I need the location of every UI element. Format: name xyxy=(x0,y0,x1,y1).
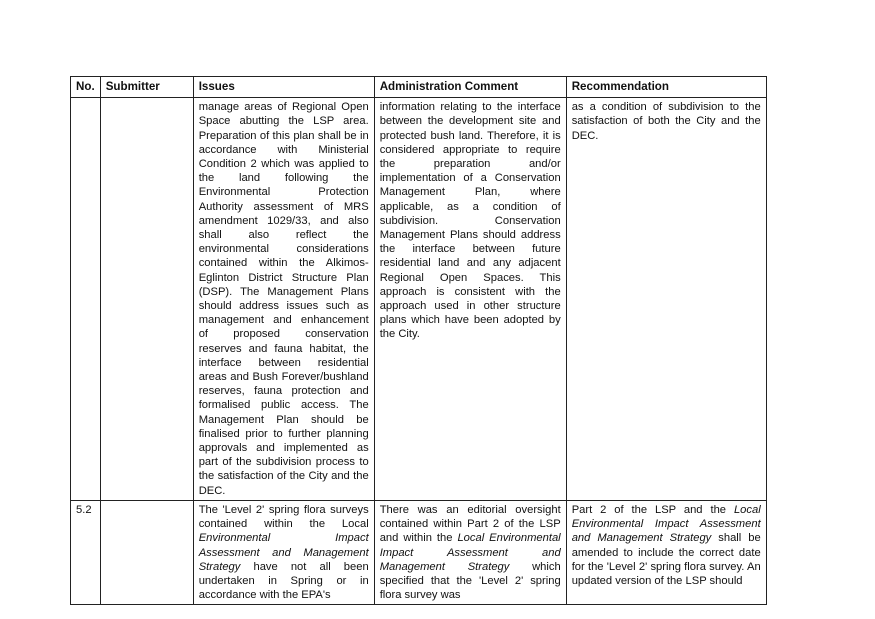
admin-document-title: Local Environmental Impact Assessment and Management Strategy xyxy=(379,532,561,573)
header-recommendation: Recommendation xyxy=(566,77,766,98)
cell-admin-comment xyxy=(374,500,566,604)
submissions-table xyxy=(70,76,767,605)
cell-submitter xyxy=(100,500,193,604)
cell-admin-comment: information relating to the interface between the development site and protected bush land. Therefore, it is considered appropriate to require the preparation and/or implementation of a Conservation Management Plan, where applicable, as a condition of subdivision. Conservation Management Plans should address the interface between future residential land and any adjacent Regional Open Spaces. This approach is consistent with the approach used in other structure plans which have been adopted by the City. xyxy=(374,98,566,501)
cell-issues: manage areas of Regional Open Space abutting the LSP area. Preparation of this plan shall be in accordance with Ministerial Condition 2 which was applied to the land following the Environmental Protection Authority assessment of MRS amendment 1029/33, and also shall also reflect the environmental considerations contained within the Alkimos-Eglinton District Structure Plan (DSP). The Management Plans should address issues such as management and enhancement of proposed conservation reserves and fauna habitat, the interface between residential areas and Bush Forever/bushland reserves, fauna protection and formalised public access. The Management Plan should be finalised prior to further planning approvals and implemented as part of the subdivision process to the satisfaction of the City and the DEC. xyxy=(193,98,374,501)
issues-text-start: The 'Level 2' spring flora surveys contained within the Local xyxy=(198,503,369,531)
header-submitter: Submitter xyxy=(100,77,193,98)
cell-recommendation: as a condition of subdivision to the satisfaction of both the City and the DEC. xyxy=(566,98,766,501)
cell-recommendation xyxy=(566,500,766,604)
cell-issues xyxy=(193,500,374,604)
header-issues: Issues xyxy=(193,77,374,98)
rec-text-end: shall be amended to include the correct date for the 'Level 2' spring flora survey. An updated version of the LSP should xyxy=(571,532,761,587)
cell-no xyxy=(71,98,101,501)
issues-document-title: Environmental Impact Assessment and Management Strategy xyxy=(198,532,369,573)
admin-text-start: There was an editorial oversight contained within Part 2 of the LSP and within the xyxy=(379,503,561,545)
admin-text-end: which specified that the 'Level 2' spring flora survey was xyxy=(379,560,561,602)
cell-submitter xyxy=(100,98,193,501)
table-header-row xyxy=(71,77,767,98)
rec-text-start: Part 2 of the LSP and the xyxy=(571,503,734,516)
header-admin-comment: Administration Comment xyxy=(374,77,566,98)
table-row xyxy=(71,500,767,604)
cell-no: 5.2 xyxy=(71,500,101,604)
rec-document-title: Local Environmental Impact Assessment and Management Strategy xyxy=(571,503,761,545)
table-row xyxy=(71,98,767,501)
issues-text-end: have not all been undertaken in Spring or in accordance with the EPA's xyxy=(198,560,369,602)
header-no: No. xyxy=(71,77,101,98)
